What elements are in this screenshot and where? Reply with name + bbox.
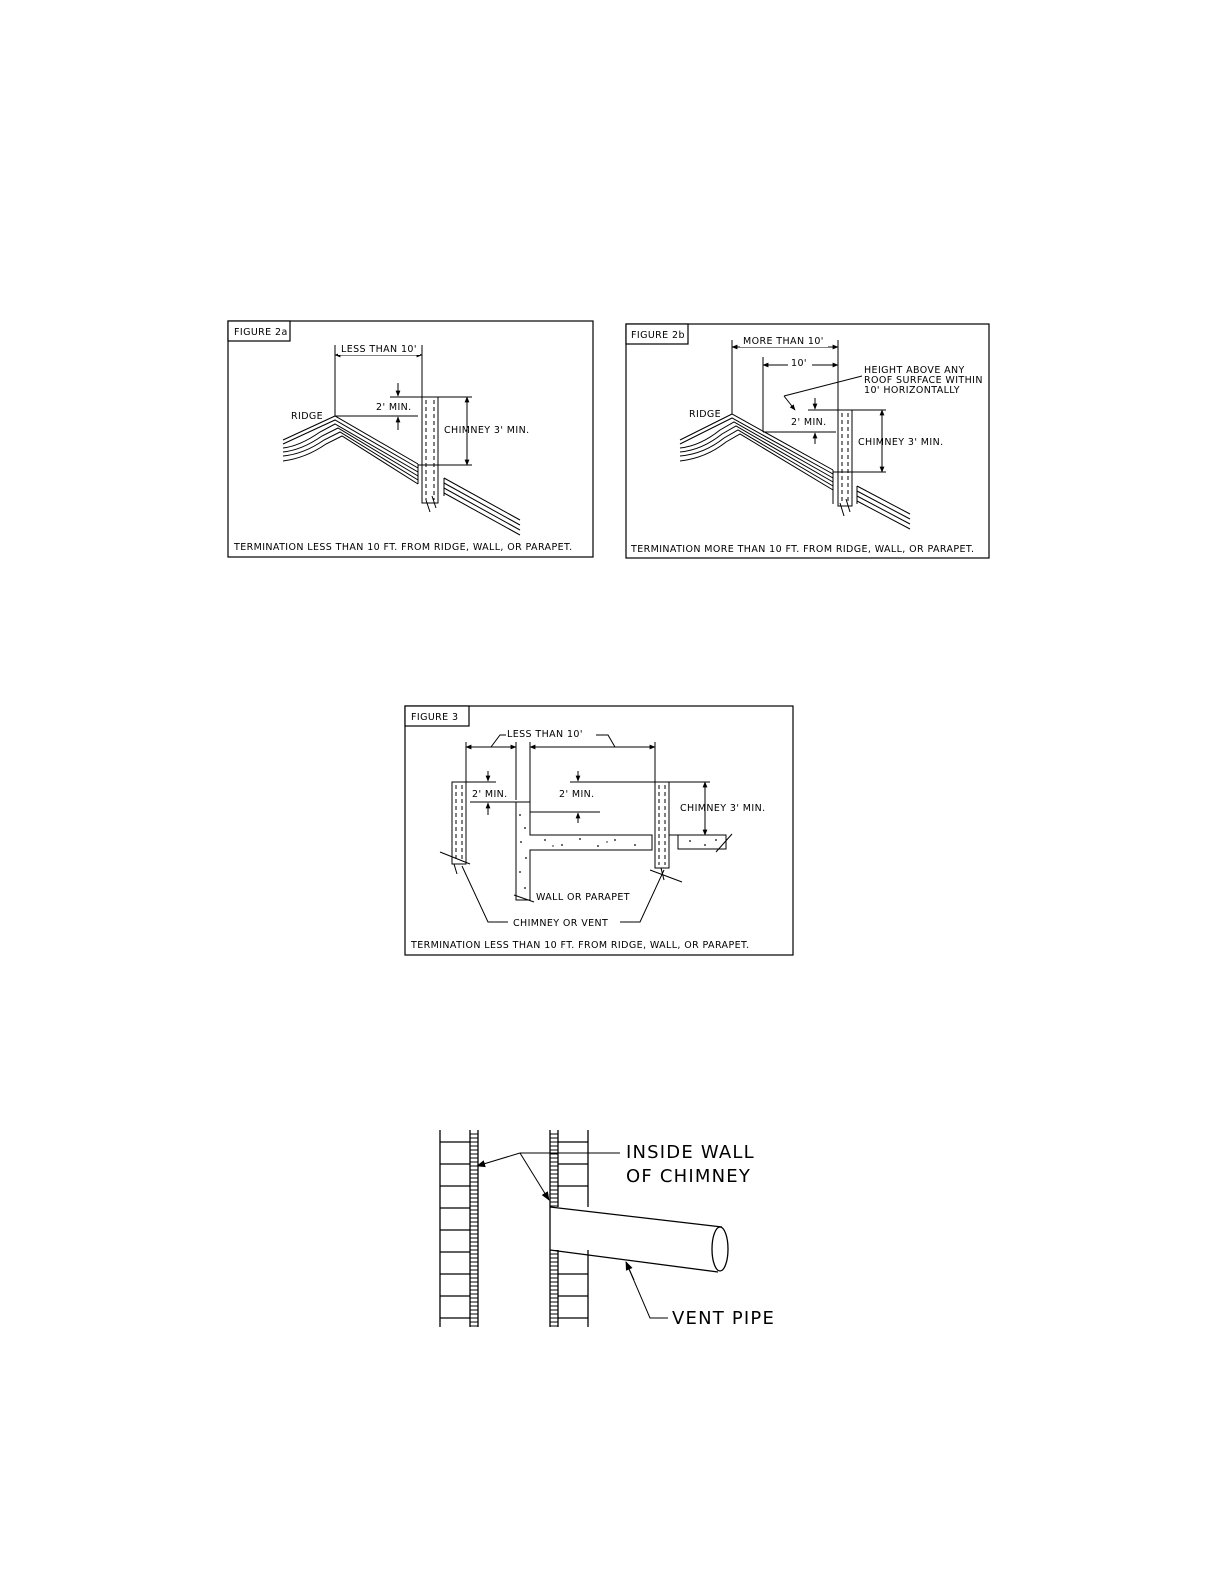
figure-2b-chimney [838, 410, 852, 516]
figure-3 [405, 706, 793, 955]
figure-2a-chimney [422, 397, 438, 512]
figure-2a [228, 321, 593, 557]
figure-2b-ridge: RIDGE [689, 409, 722, 420]
figure-2b-ten-ft: 10' [791, 358, 807, 369]
figure-2a-chimney-label: CHIMNEY 3' MIN. [444, 425, 530, 436]
figure-2a-min-height: 2' MIN. [376, 402, 412, 413]
figure-2b-distance: MORE THAN 10' [743, 336, 824, 347]
figure-3-min-left: 2' MIN. [472, 789, 508, 800]
figure-2a-caption: TERMINATION LESS THAN 10 FT. FROM RIDGE, WALL, OR PARAPET. [234, 542, 573, 553]
figure-2b-note-line1: HEIGHT ABOVE ANY [864, 365, 965, 376]
figure-2b-chimney-label: CHIMNEY 3' MIN. [858, 437, 944, 448]
figure-3-label: FIGURE 3 [411, 712, 459, 723]
figure-2b-note-line3: 10' HORIZONTALLY [864, 385, 960, 396]
figure-4-vent-pipe-label: VENT PIPE [672, 1308, 776, 1329]
figure-4-inside-wall-line1: INSIDE WALL [626, 1142, 755, 1163]
figure-4-vent-pipe [550, 1207, 728, 1272]
figure-3-caption: TERMINATION LESS THAN 10 FT. FROM RIDGE, WALL, OR PARAPET. [411, 940, 750, 951]
figure-4-inside-wall-line2: OF CHIMNEY [626, 1166, 752, 1187]
figure-4 [440, 1130, 775, 1329]
figure-3-wall-label: WALL OR PARAPET [536, 892, 630, 903]
figure-4-left-wall [440, 1130, 478, 1327]
figure-2a-label: FIGURE 2a [234, 327, 288, 338]
figure-3-vent-label: CHIMNEY OR VENT [513, 918, 609, 929]
figure-2b-label: FIGURE 2b [631, 330, 685, 341]
figure-2a-frame [228, 321, 593, 557]
figure-3-chimney-label: CHIMNEY 3' MIN. [680, 803, 766, 814]
figure-3-distance: LESS THAN 10' [507, 729, 583, 740]
figure-3-slab [678, 834, 732, 852]
figure-2b [626, 324, 989, 558]
figure-2b-caption: TERMINATION MORE THAN 10 FT. FROM RIDGE, WALL, OR PARAPET. [631, 544, 975, 555]
figure-3-min-right: 2' MIN. [559, 789, 595, 800]
figure-2a-distance: LESS THAN 10' [341, 344, 417, 355]
figure-2b-min-height: 2' MIN. [791, 417, 827, 428]
figure-2a-ridge: RIDGE [291, 411, 324, 422]
figure-2b-note-line2: ROOF SURFACE WITHIN [864, 375, 983, 386]
